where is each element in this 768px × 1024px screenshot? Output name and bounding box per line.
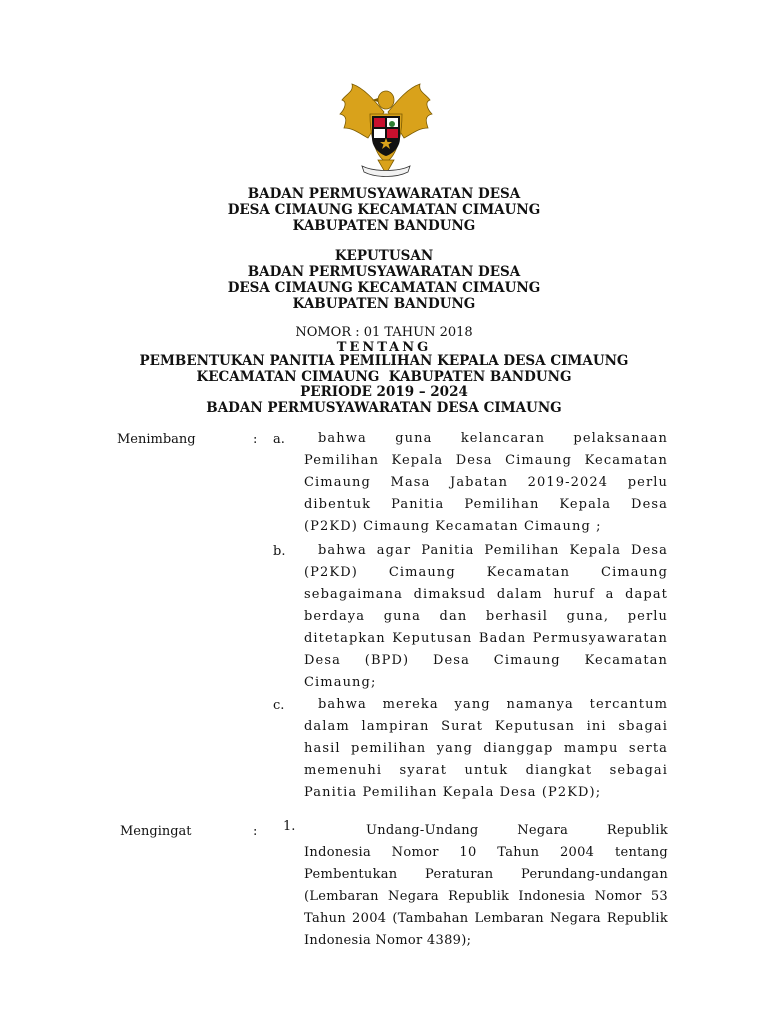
menimbang-label: Menimbang [117, 432, 196, 447]
keputusan-line: DESA CIMAUNG KECAMATAN CIMAUNG [227, 280, 541, 296]
menimbang-item-marker: c. [273, 698, 285, 713]
menimbang-item-text: bahwa agar Panitia Pemilihan Kepala Desa (P2KD) Cimaung Kecamatan Cimaung sebagaimana dimaksud dalam huruf a dapat berdaya guna dan berhasil guna, perlu ditetapkan Keputusan Badan Permusyawaratan Desa (BPD) Desa Cimaung Kecamatan Cimaung; [304, 543, 668, 690]
keputusan-line: BADAN PERMUSYAWARATAN DESA [247, 264, 521, 280]
menimbang-item-text: bahwa guna kelancaran pelaksanaan Pemilihan Kepala Desa Cimaung Kecamatan Cimaung Masa Jabatan 2019-2024 perlu dibentuk Panitia Pemilihan Kepala Desa (P2KD) Cimaung Kecamatan Cimaung ; [304, 431, 668, 534]
header-line: BADAN PERMUSYAWARATAN DESA [247, 186, 521, 202]
tentang-line: TENTANG [336, 340, 432, 355]
mengingat-item-marker: 1. [283, 819, 296, 834]
nomor-line: NOMOR : 01 TAHUN 2018 [295, 325, 473, 340]
header-line: DESA CIMAUNG KECAMATAN CIMAUNG [227, 202, 541, 218]
menimbang-colon: : [253, 432, 258, 447]
keputusan-line: KABUPATEN BANDUNG [292, 296, 476, 312]
mengingat-label: Mengingat [120, 824, 192, 839]
menimbang-item-marker: a. [273, 432, 285, 447]
header-block [0, 186, 768, 234]
title-line: PERIODE 2019 – 2024 [300, 384, 468, 400]
keputusan-block [0, 248, 768, 312]
garuda-pancasila-icon [334, 82, 438, 182]
mengingat-item-text: Undang-Undang Negara Republik Indonesia Nomor 10 Tahun 2004 tentang Pembentukan Peraturan Perundang-undangan (Lembaran Negara Republik Indonesia Nomor 53 Tahun 2004 (Tambahan Lembaran Negara Republik Indonesia Nomor 4389); [304, 823, 668, 948]
keputusan-line: KEPUTUSAN [334, 248, 434, 264]
mengingat-colon: : [253, 824, 258, 839]
title-line: PEMBENTUKAN PANITIA PEMILIHAN KEPALA DESA CIMAUNG [139, 353, 629, 369]
title-line: KECAMATAN CIMAUNG KABUPATEN BANDUNG [196, 368, 572, 385]
menimbang-item-text: bahwa mereka yang namanya tercantum dalam lampiran Surat Keputusan ini sbagai hasil pemilihan yang dianggap mampu serta memenuhi syarat untuk diangkat sebagai Panitia Pemilihan Kepala Desa (P2KD); [304, 697, 668, 800]
title-block [0, 354, 768, 416]
title-line: BADAN PERMUSYAWARATAN DESA CIMAUNG [206, 399, 562, 416]
header-line: KABUPATEN BANDUNG [292, 218, 476, 234]
menimbang-item-marker: b. [273, 544, 286, 559]
